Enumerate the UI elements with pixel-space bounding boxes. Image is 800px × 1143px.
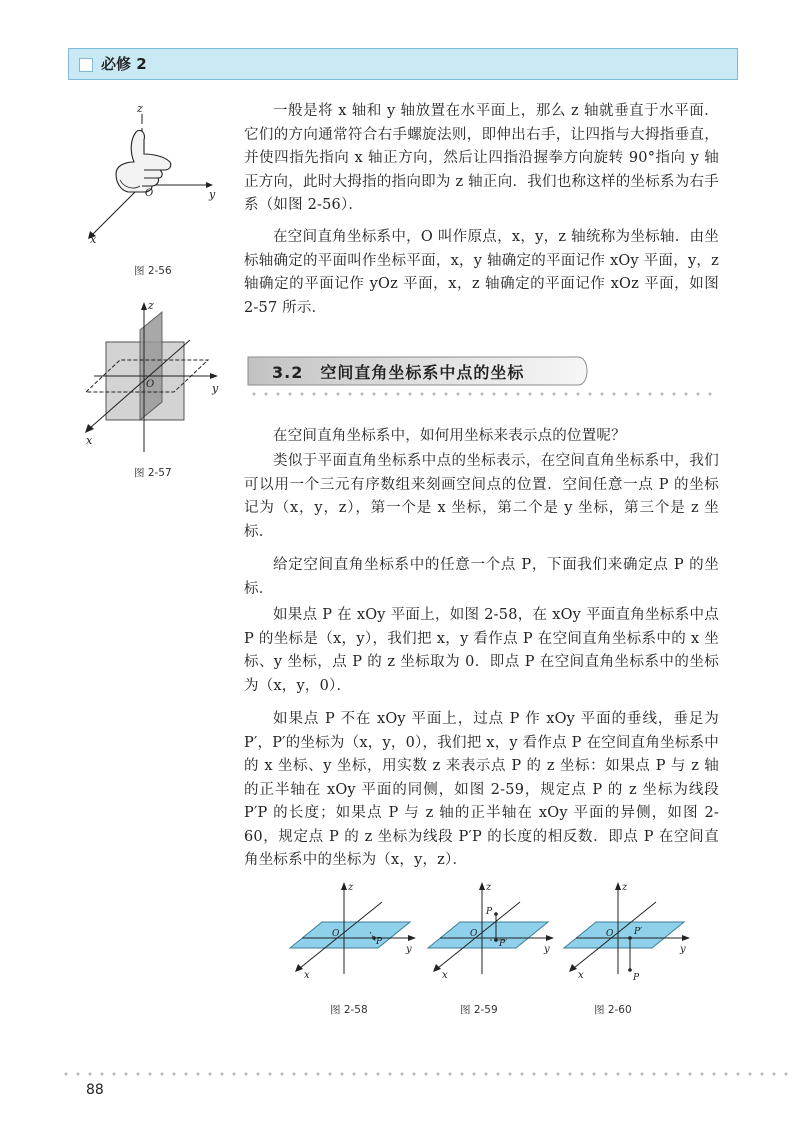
- figure-2-59-caption: 图 2-59: [460, 1004, 498, 1016]
- fig57-z-label: z: [148, 300, 154, 312]
- section-divider-dots: [248, 392, 714, 396]
- fig60-z-label: z: [622, 882, 628, 893]
- figure-2-59: [420, 880, 560, 980]
- figure-2-60-caption: 图 2-60: [594, 1004, 632, 1016]
- fig58-y-label: y: [406, 944, 412, 955]
- fig59-point-label: P: [486, 907, 493, 917]
- fig59-foot-label: P′: [499, 939, 508, 949]
- figure-2-56: [84, 100, 224, 245]
- fig60-origin-label: O: [606, 929, 614, 939]
- paragraph-coordinate-planes: 在空间直角坐标系中，O 叫作原点，x，y，z 轴统称为坐标轴．由坐标轴确定的平面叫作坐标平面，x，y 轴确定的平面记作 xOy 平面，y，z 轴确定的平面记作 yOz 平面，x，z 轴确定的平面记作 xOz 平面，如图 2-57 所示．: [244, 229, 719, 316]
- paragraph-point-in-plane: 如果点 P 在 xOy 平面上，如图 2-58，在 xOy 平面直角坐标系中点 P 的坐标是（x，y），我们把 x，y 看作点 P 在空间直角坐标系中的 x 坐标、y 坐标，点 P 的 z 坐标取为 0．即点 P 在空间直角坐标系中的坐标为（x，y，0）．: [244, 607, 719, 694]
- paragraph-given-point: 给定空间直角坐标系中的任意一个点 P，下面我们来确定点 P 的坐标．: [244, 557, 719, 597]
- fig60-y-label: y: [680, 944, 686, 955]
- fig56-origin-label: O: [145, 188, 154, 199]
- fig58-z-label: z: [348, 882, 354, 893]
- paragraph-right-hand-rule: 一般是将 x 轴和 y 轴放置在水平面上，那么 z 轴就垂直于水平面．它们的方向通常符合右手螺旋法则，即伸出右手，让四指与大拇指垂直，并使四指先指向 x 轴正方向，然后让四指沿握拳方向旋转 90°指向 y 轴正方向，此时大拇指的指向即为 z 轴正向．我们也称这样的坐标系为右手系（如图 2-56）．: [244, 103, 719, 213]
- figure-2-57-caption: 图 2-57: [134, 467, 172, 479]
- header-square-icon: [79, 58, 93, 72]
- section-title: 3.2 空间直角坐标系中点的坐标: [272, 363, 525, 382]
- fig57-y-label: y: [212, 382, 219, 395]
- fig56-z-label: z: [137, 102, 143, 115]
- header-title: 必修 2: [101, 55, 147, 73]
- figure-2-57: [80, 300, 230, 460]
- fig56-y-label: y: [209, 188, 216, 201]
- page-header: [68, 48, 738, 80]
- paragraph-question: 在空间直角坐标系中，如何用坐标来表示点的位置呢？: [273, 428, 626, 444]
- fig58-point-label: P: [376, 937, 383, 947]
- paragraph-triple-coordinates: 类似于平面直角坐标系中点的坐标表示，在空间直角坐标系中，我们可以用一个三元有序数组来刻画空间点的位置．空间任意一点 P 的坐标记为（x，y，z），第一个是 x 坐标，第二个是 y 坐标，第三个是 z 坐标．: [244, 453, 719, 540]
- fig57-origin-label: O: [146, 379, 155, 390]
- paragraph-point-off-plane: 如果点 P 不在 xOy 平面上，过点 P 作 xOy 平面的垂线，垂足为 P′，P′的坐标为（x，y，0），我们把 x，y 看作点 P 在空间直角坐标系中的 x 坐标、y 坐标，用实数 z 来表示点 P 的 z 坐标：如果点 P 与 z 轴的正半轴在 xOy 平面的同侧，如图 2-59，规定点 P 的 z 坐标为线段 P′P 的长度；如果点 P 与 z 轴的正半轴在 xOy 平面的异侧，如图 2-60，规定点 P 的 z 坐标为线段 P′P 的长度的相反数．即点 P 在空间直角坐标系中的坐标为（x，y，z）．: [244, 711, 719, 868]
- fig60-x-label: x: [578, 970, 584, 980]
- fig57-x-label: x: [86, 434, 93, 447]
- figure-2-60: [556, 880, 696, 980]
- figure-2-56-caption: 图 2-56: [134, 265, 172, 277]
- fig60-foot-label: P′: [634, 927, 643, 937]
- fig59-x-label: x: [442, 970, 448, 980]
- fig58-x-label: x: [304, 970, 310, 980]
- footer-divider-dots: [60, 1072, 790, 1076]
- fig59-z-label: z: [486, 882, 492, 893]
- figure-2-58: [282, 880, 422, 980]
- page-number: 88: [86, 1082, 104, 1098]
- fig56-x-label: x: [90, 233, 97, 245]
- figure-2-58-caption: 图 2-58: [330, 1004, 368, 1016]
- section-heading: [244, 356, 592, 386]
- fig59-y-label: y: [544, 944, 550, 955]
- fig59-origin-label: O: [470, 929, 478, 939]
- fig58-origin-label: O: [332, 929, 340, 939]
- fig60-point-label: P: [633, 973, 640, 980]
